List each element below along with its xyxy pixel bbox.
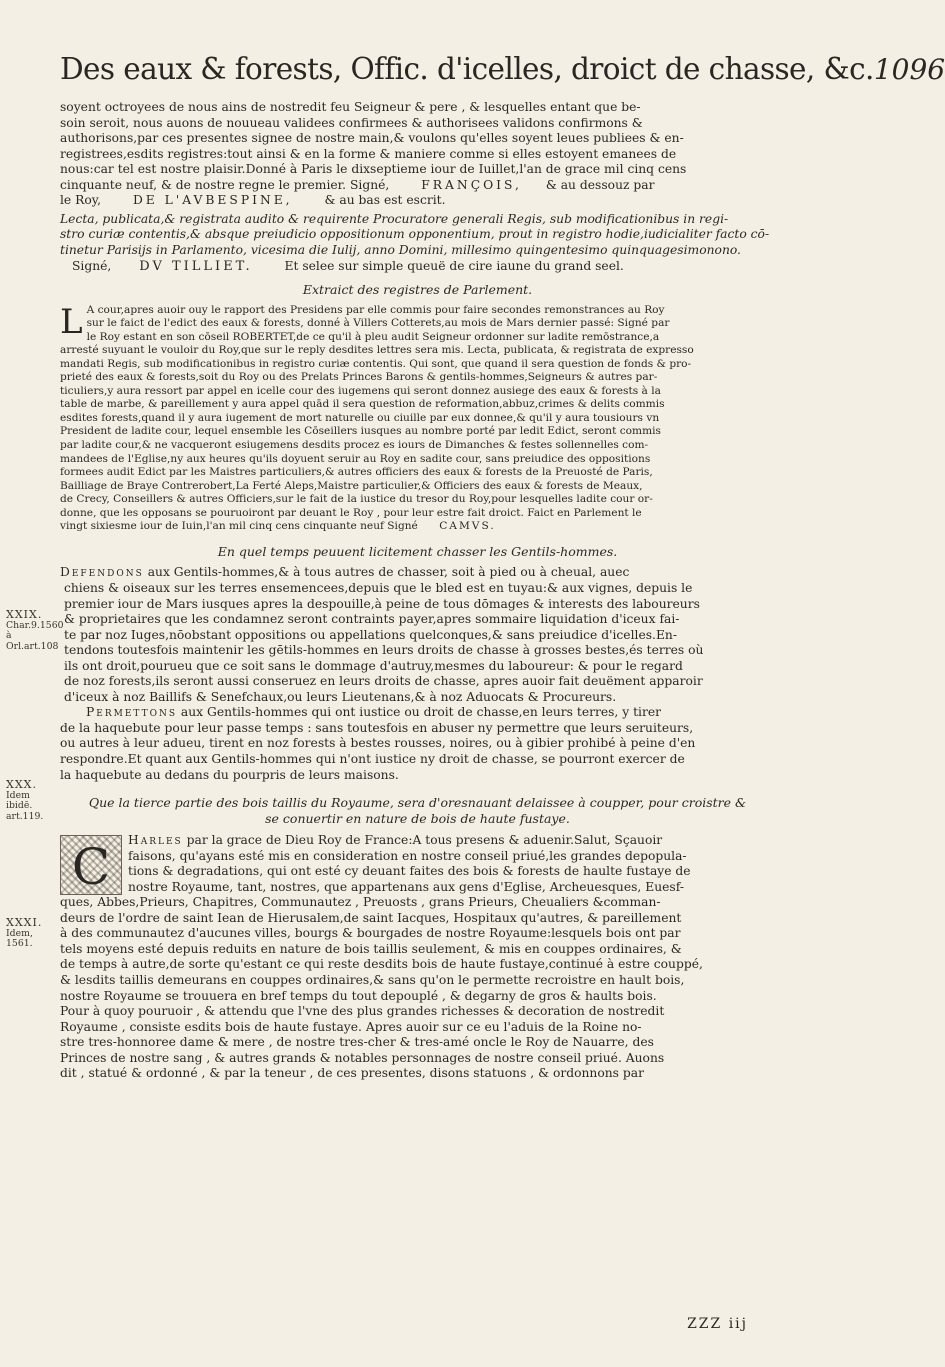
margin-article-number: XXX. [6, 778, 37, 791]
text-line [60, 565, 775, 581]
text-fragment: Et selee sur simple queuë de cire iaune du grand seel. [284, 259, 624, 274]
text-line: mandees de l'Eglise,ny aux heures qu'ils doyuent seruir au Roy en sadite cour, sans preiudice des oppositions [60, 452, 651, 465]
margin-reference: Char.9.1560 à Orl.art.108 [6, 619, 64, 652]
text-line: nous:car tel est nostre plaisir.Donné à Paris le dixseptieme iour de Iuillet,l'an de grace mil cinq cens [60, 162, 687, 177]
heading-line: Que la tierce partie des bois taillis du Royaume, sera d'oresnauant delaissee à coupper, pour croistre & [88, 795, 747, 811]
article-31 [60, 833, 775, 1082]
registration-signature [60, 259, 775, 275]
text-line: dit , statué & ordonné , & par la teneur , de ces presentes, disons statuons , & ordonnons par [60, 1066, 644, 1081]
text-line: respondre.Et quant aux Gentils-hommes qui n'ont iustice ny droit de chasse, se pourront exercer de [60, 751, 685, 766]
ornamental-initial [60, 835, 122, 895]
drop-capital: L [60, 301, 83, 342]
opening-paragraph [60, 100, 775, 209]
text-line: d'iceux à noz Baillifs & Senefchaux,ou leurs Lieutenans,& à noz Aduocats & Procureurs. [64, 689, 617, 704]
section-heading: En quel temps peuuent licitement chasser les Gentils-hommes. [217, 543, 618, 559]
text-line: table de marbe, & pareillement y aura appel quād il sera question de reformation,abbuz,crimes & delits commis [60, 398, 665, 411]
text-line: tinetur Parisijs in Parlamento, vicesima die Iulij, anno Domini, millesimo quingentesimo quinquagesimonono. [60, 242, 741, 257]
section-heading: Extraict des registres de Parlement. [302, 282, 533, 298]
section-heading [60, 795, 775, 827]
text-line: formees audit Edict par les Maistres particuliers,& autres officiers des eaux & forests de la Preuosté de Paris, [60, 466, 653, 479]
text-line: deurs de l'ordre de saint Iean de Hierusalem,de saint Iacques, Hospitaux qu'autres, & pareillement [60, 910, 682, 925]
text-line: soin seroit, nous auons de nouueau validees confirmees & authorisees validons confirmons & [60, 115, 643, 130]
text-line: President de ladite cour, lequel ensemble les Cōseillers iusques au nombre porté par ledit Edict, seront commis [60, 425, 661, 438]
signature-name: DV TILLIET. [139, 259, 253, 275]
text-line: nostre Royaume se trouuera en bref temps du tout depouplé , & degarny de gros & haults bois. [60, 988, 657, 1003]
text-line: le Roy estant en son cōseil ROBERTET,de ce qu'il à pleu audit Seigneur ordonner sur ladite remōstrance,a [86, 330, 660, 343]
text-line: Bailliage de Braye Contrerobert,La Ferté Aleps,Maistre particulier,& Officiers des eaux & forests de Meaux, [60, 479, 643, 492]
text-line: soyent octroyees de nous ains de nostredit feu Seigneur & pere , & lesquelles entant que be- [60, 100, 641, 114]
lead-word: Harles [128, 833, 183, 848]
text-line: Lecta, publicata,& registrata audito & requirente Procuratore generali Regis, sub modificationibus in regi- [60, 211, 729, 226]
text-line: à des communautez d'aucunes villes, bourgs & bourgades de nostre Royaume:lesquels bois ont par [60, 926, 681, 941]
margin-note-art29 [6, 608, 64, 652]
heading-line: se conuertir en nature de bois de haute fustaye. [265, 811, 570, 827]
text-line: te par noz Iuges,nōobstant oppositions ou appellations quelconques,& sans preiudice d'icelles.En- [64, 627, 677, 642]
text-line: ou autres à leur adueu, tirent en noz forests à bestes rousses, noires, ou à gibier prohibé à peine d'en [60, 736, 696, 751]
text-fragment: par la grace de Dieu Roy de France:A tous presens & aduenir.Salut, Sçauoir [186, 833, 663, 848]
text-line: de la haquebute pour leur passe temps : sans toutesfois en abuser ny permettre que leurs seruiteurs, [60, 720, 694, 735]
text-line: chiens & oiseaux sur les terres ensemencees,depuis que le bled est en tuyau:& aux vignes, depuis le [64, 580, 693, 595]
latin-registration [60, 212, 775, 259]
text-line [60, 705, 775, 721]
text-line: Princes de nostre sang , & autres grands & notables personnages de nostre conseil priué. Auons [60, 1050, 665, 1065]
text-line: ils ont droit,pourueu que ce soit sans le dommage d'autruy,mesmes du laboureur: & pour le regard [64, 658, 683, 673]
text-line: stre tres-honnoree dame & mere , de nostre tres-cher & tres-amé oncle le Roy de Nauarre, des [60, 1035, 654, 1050]
text-line: registrees,esdits registres:tout ainsi & en la forme & maniere comme si elles estoyent emanees de [60, 146, 677, 161]
article-30 [60, 705, 775, 783]
text-line: de noz forests,ils seront aussi conseruez en leurs droits de chasse, apres auoir fait deuëment apparoir [64, 674, 703, 689]
drop-capital: C [71, 838, 111, 897]
text-line: arresté suyuant le vouloir du Roy,que sur le reply desdites lettres sera mis. Lecta, publicata, & registrata de expresso [60, 344, 694, 357]
text-fragment: aux Gentils-hommes,& à tous autres de chasser, soit à pied ou à cheual, auec [147, 565, 630, 580]
text-line [60, 520, 775, 534]
margin-note-art30 [6, 780, 58, 822]
margin-article-number: XXIX. [6, 608, 43, 621]
text-line: premier iour de Mars iusques apres la despouille,à peine de tous dōmages & interests des laboureurs [64, 596, 700, 611]
text-line: la haquebute au dedans du pourpris de leurs maisons. [60, 767, 399, 782]
text-line: tels moyens esté depuis reduits en nature de bois taillis seulement, & mis en couppes ordinaires, & [60, 941, 682, 956]
text-line: tions & degradations, qui ont esté cy deuant faites des bois & forests de haulte fustaye de [128, 864, 691, 879]
signature-name: CAMVS. [439, 520, 496, 533]
text-line [60, 178, 775, 194]
text-line [60, 833, 775, 849]
text-fragment: aux Gentils-hommes qui ont iustice ou droit de chasse,en leurs terres, y tirer [180, 705, 662, 720]
text-line: prieté des eaux & forests,soit du Roy ou des Prelats Princes Barons & gentils-hommes,Seigneurs & autres par- [60, 371, 658, 384]
article-29 [60, 565, 775, 705]
text-line: sur le faict de l'edict des eaux & forests, donné à Villers Cotterets,au mois de Mars dernier passé: Signé par [86, 317, 670, 330]
text-line: de temps à autre,de sorte qu'estant ce qui reste desdits bois de haute fustaye,continué à estre couppé, [60, 957, 703, 972]
text-fragment: & au dessouz par [545, 177, 655, 192]
text-line: ques, Abbes,Prieurs, Chapitres, Communautez , Preuosts , grans Prieurs, Cheualiers &comman- [60, 895, 661, 910]
text-fragment: vingt sixiesme iour de Iuin,l'an mil cinq cens cinquante neuf Signé [60, 520, 418, 533]
text-line: & lesdits taillis demeurans en couppes ordinaires,& sans qu'on le permette recroistre en hault bois, [60, 972, 685, 987]
text-line: Pour à quoy pouruoir , & attendu que l'vne des plus grandes richesses & decoration de nostredit [60, 1004, 665, 1019]
text-fragment: & au bas est escrit. [324, 193, 446, 208]
page-header [60, 52, 945, 86]
text-fragment: Signé, [72, 259, 112, 274]
text-line: nostre Royaume, tant, nostres, que appartenans aux gens d'Eglise, Archeuesques, Euesf- [128, 879, 684, 894]
text-line: ticuliers,y aura ressort par appel en icelle cour des iugemens qui seront donnez ausiege des eaux & forests à la [60, 384, 661, 397]
text-fragment: le Roy, [60, 193, 102, 208]
text-line: authorisons,par ces presentes signee de nostre main,& voulons qu'elles soyent leues publiees & en- [60, 131, 684, 146]
margin-reference: Idem ibidē. art.119. [6, 789, 44, 822]
lead-word: Defendons [60, 565, 144, 580]
signature-mark: ZZZ iij [687, 1316, 748, 1332]
text-line: donne, que les opposans se pouruoiront par deuant le Roy , pour leur estre fait droict. Faict en Parlement le [60, 506, 642, 519]
text-line: tendons toutesfois maintenir les gētils-hommes en leurs droits de chasse à grosses bestes,és terres où [64, 643, 704, 658]
text-line: stro curiæ contentis,& absque preiudicio oppositionum opponentium, prout in registro hodie,iudicialiter facto cō- [60, 227, 770, 242]
main-text-column [60, 100, 775, 1082]
signature-name: FRANÇOIS, [421, 177, 522, 192]
text-line [60, 193, 775, 209]
lead-word: Permettons [86, 705, 177, 720]
parliament-extract [60, 301, 775, 534]
text-line: de Crecy, Conseillers & autres Officiers,sur le fait de la iustice du tresor du Roy,pour lesquelles ladite cour or- [60, 493, 653, 506]
text-line: A cour,apres auoir ouy le rapport des Presidens par elle commis pour faire secondes remonstrances au Roy [86, 303, 665, 316]
text-line: faisons, qu'ayans esté mis en consideration en nostre conseil priué,les grandes depopula- [128, 848, 687, 863]
margin-reference: Idem, 1561. [6, 927, 33, 949]
text-line: Royaume , consiste esdits bois de haute fustaye. Apres auoir sur ce eu l'aduis de la Roine no- [60, 1019, 642, 1034]
signature-name: DE L'AVBESPINE, [132, 193, 293, 208]
text-line: par ladite cour,& ne vacqueront esiugemens desdits procez es iours de Dimanches & festes sollennelles com- [60, 439, 649, 452]
folio-number: 1096 [873, 53, 945, 86]
text-line: mandati Regis, sub modificationibus in registro curiæ contentis. Qui sont, que quand il sera question de fonds & pro- [60, 357, 692, 370]
text-line: & proprietaires que les condamnez seront contraints payer,apres sommaire liquidation d'iceux fai- [64, 612, 680, 627]
text-line: esdites forests,quand il y aura iugement de mort naturelle ou ciuille par eux donnee,& qu'il y aura tousiours vn [60, 411, 660, 424]
running-title: Des eaux & forests, Offic. d'icelles, droict de chasse, &c. [60, 52, 874, 86]
text-fragment: cinquante neuf, & de nostre regne le premier. Signé, [60, 177, 390, 192]
margin-note-art31 [6, 918, 58, 950]
margin-article-number: XXXI. [6, 916, 43, 929]
